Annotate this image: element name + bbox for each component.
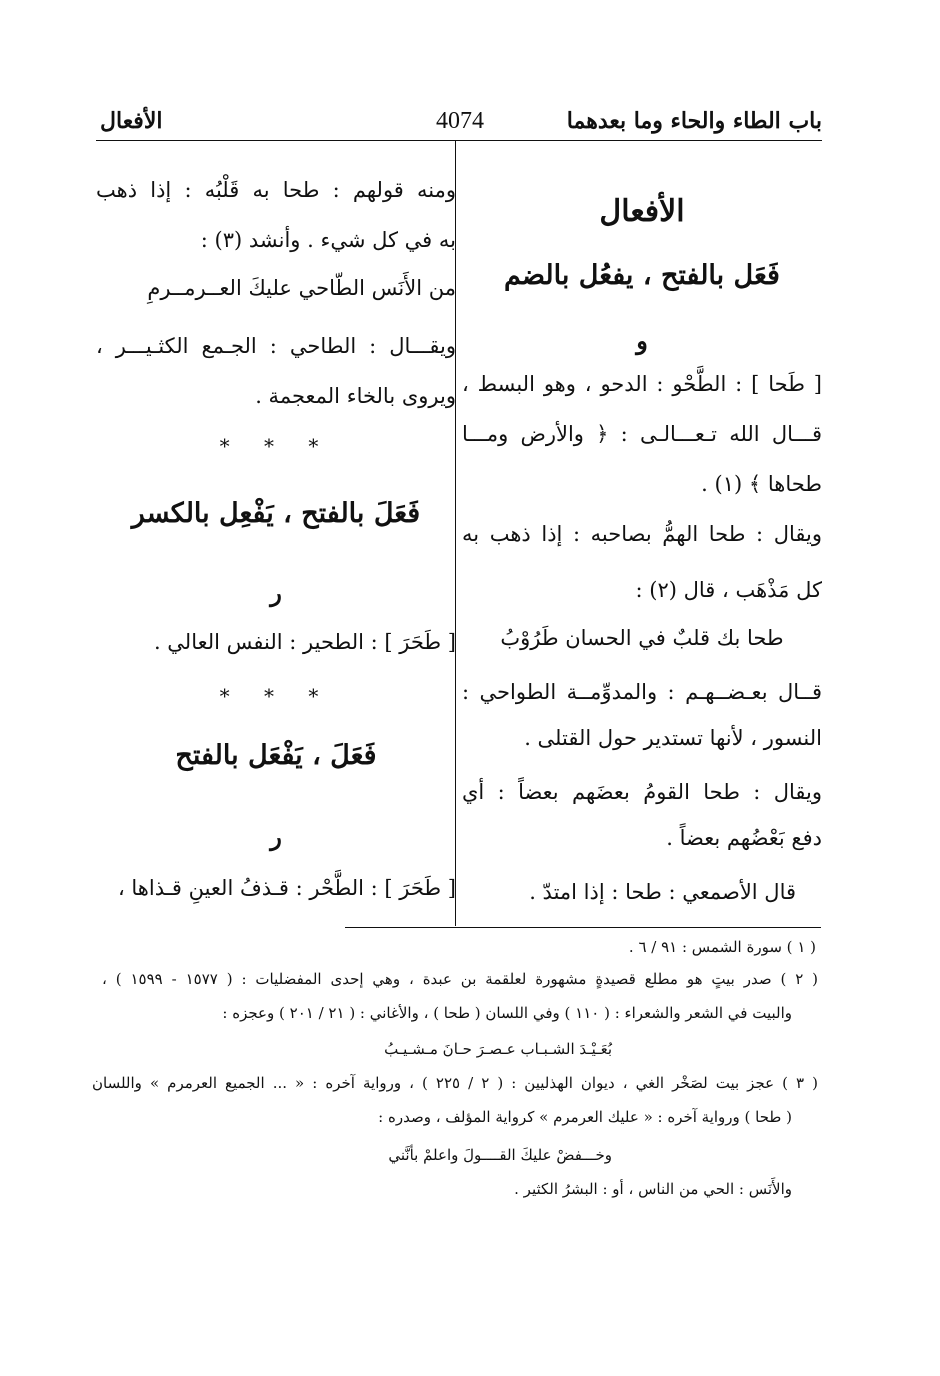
root-letter: ر — [270, 822, 282, 851]
entry-line: [ طَحَرَ ] : الطَّحْر : قـذفُ العينِ قـذاها ، — [117, 876, 456, 900]
entry-line: طحاها ﴾ (١) . — [701, 472, 822, 496]
verse-line: طحا بك قلبٌ في الحسان طَرُوْبُ — [500, 626, 784, 650]
footnote-verse: بُعَـيْـدَ الشـبـاب عـصـرَ حـانَ مـشـيـبُ — [384, 1040, 612, 1058]
verse-line: من الأَنَس الطّاحي عليكَ العــرمــرمِ — [147, 276, 456, 300]
entry-line: دفع بَعْضُهم بعضاً . — [666, 826, 822, 850]
header-divider — [96, 140, 822, 141]
page-number: 4074 — [436, 108, 484, 134]
header-chapter-title: الأفعال — [100, 108, 163, 134]
entry-line: ويقـــال : الطاحي : الجـمع الكثـيـــر ، — [96, 334, 456, 358]
footnote-verse: وخـــفضْ عليكَ القــــولَ واعلمْ بأنَّني — [388, 1146, 612, 1164]
entry-line: قـــال الله تـعـــالـى : ﴿ والأرض ومـــا — [462, 422, 822, 446]
entry-line: [ طَحَرَ ] : الطحير : النفس العالي . — [153, 630, 456, 654]
main-heading: الأفعال — [599, 194, 685, 229]
entry-line: به في كل شيء . وأنشد (٣) : — [200, 228, 456, 252]
footnote: ( ١ ) سورة الشمس : ٩١ / ٦ . — [628, 938, 816, 956]
section-separator: * * * — [219, 684, 333, 708]
entry-line: ويقال : طحا الهمُّ بصاحبه : إذا ذهب به — [462, 522, 822, 546]
entry-line: كل مَذْهَب ، قال (٢) : — [635, 578, 822, 602]
root-letter: ر — [270, 578, 282, 607]
entry-line: [ طَحا ] : الطَّحْو : الدحو ، وهو البسط ، — [462, 372, 822, 396]
footnote-continuation: ( طحا ) ورواية آخره : « عليك العرمرم » كرواية المؤلف ، وصدره : — [378, 1108, 792, 1126]
section-separator: * * * — [219, 434, 333, 458]
section-heading: فَعَلَ بالفتح ، يَفْعِل بالكسر — [131, 498, 421, 529]
footnote: ( ٢ ) صدر بيتٍ هو مطلع قصيدةٍ مشهورة لعلقمة بن عبدة ، وهي إحدى المفضليات : ( ١٥٧٧ - ١٥٩٩ ) ، — [102, 970, 818, 988]
footnote-continuation: والأَنَس : الحي من الناس ، أو : البشرُ الكثير . — [514, 1180, 792, 1198]
footnote-divider — [345, 927, 821, 928]
entry-line: النسور ، لأنها تستدير حول القتلى . — [524, 726, 822, 750]
footnote-continuation: والبيت في الشعر والشعراء : ( ١١٠ ) وفي اللسان ( طحا ) ، والأغاني : ( ٢١ / ٢٠١ ) وعجزه : — [222, 1004, 792, 1022]
header-section-title: باب الطاء والحاء وما بعدهما — [566, 108, 822, 134]
section-heading: فَعَل بالفتح ، يفعُل بالضم — [504, 260, 780, 291]
footnote: ( ٣ ) عجز بيت لصَخْر الغي ، ديوان الهذليين : ( ٢ / ٢٢٥ ) ، ورواية آخره : « ... الجميع العرمرم » واللسان — [92, 1074, 818, 1092]
section-heading: فَعَلَ ، يَفْعَل بالفتح — [175, 740, 377, 771]
entry-line: ويروى بالخاء المعجمة . — [255, 384, 456, 408]
entry-line: قــال بعـضــهـم : والمدوِّمــة الطواحي : — [462, 680, 822, 704]
column-divider — [455, 140, 456, 926]
entry-line: ومنه قولهم : طحا به قَلْبُه : إذا ذهب — [96, 178, 456, 202]
entry-line: ويقال : طحا القومُ بعضَهم بعضاً : أي — [462, 780, 822, 804]
entry-line: قال الأصمعي : طحا : إذا امتدّ . — [529, 880, 796, 904]
root-letter: و — [636, 326, 648, 355]
